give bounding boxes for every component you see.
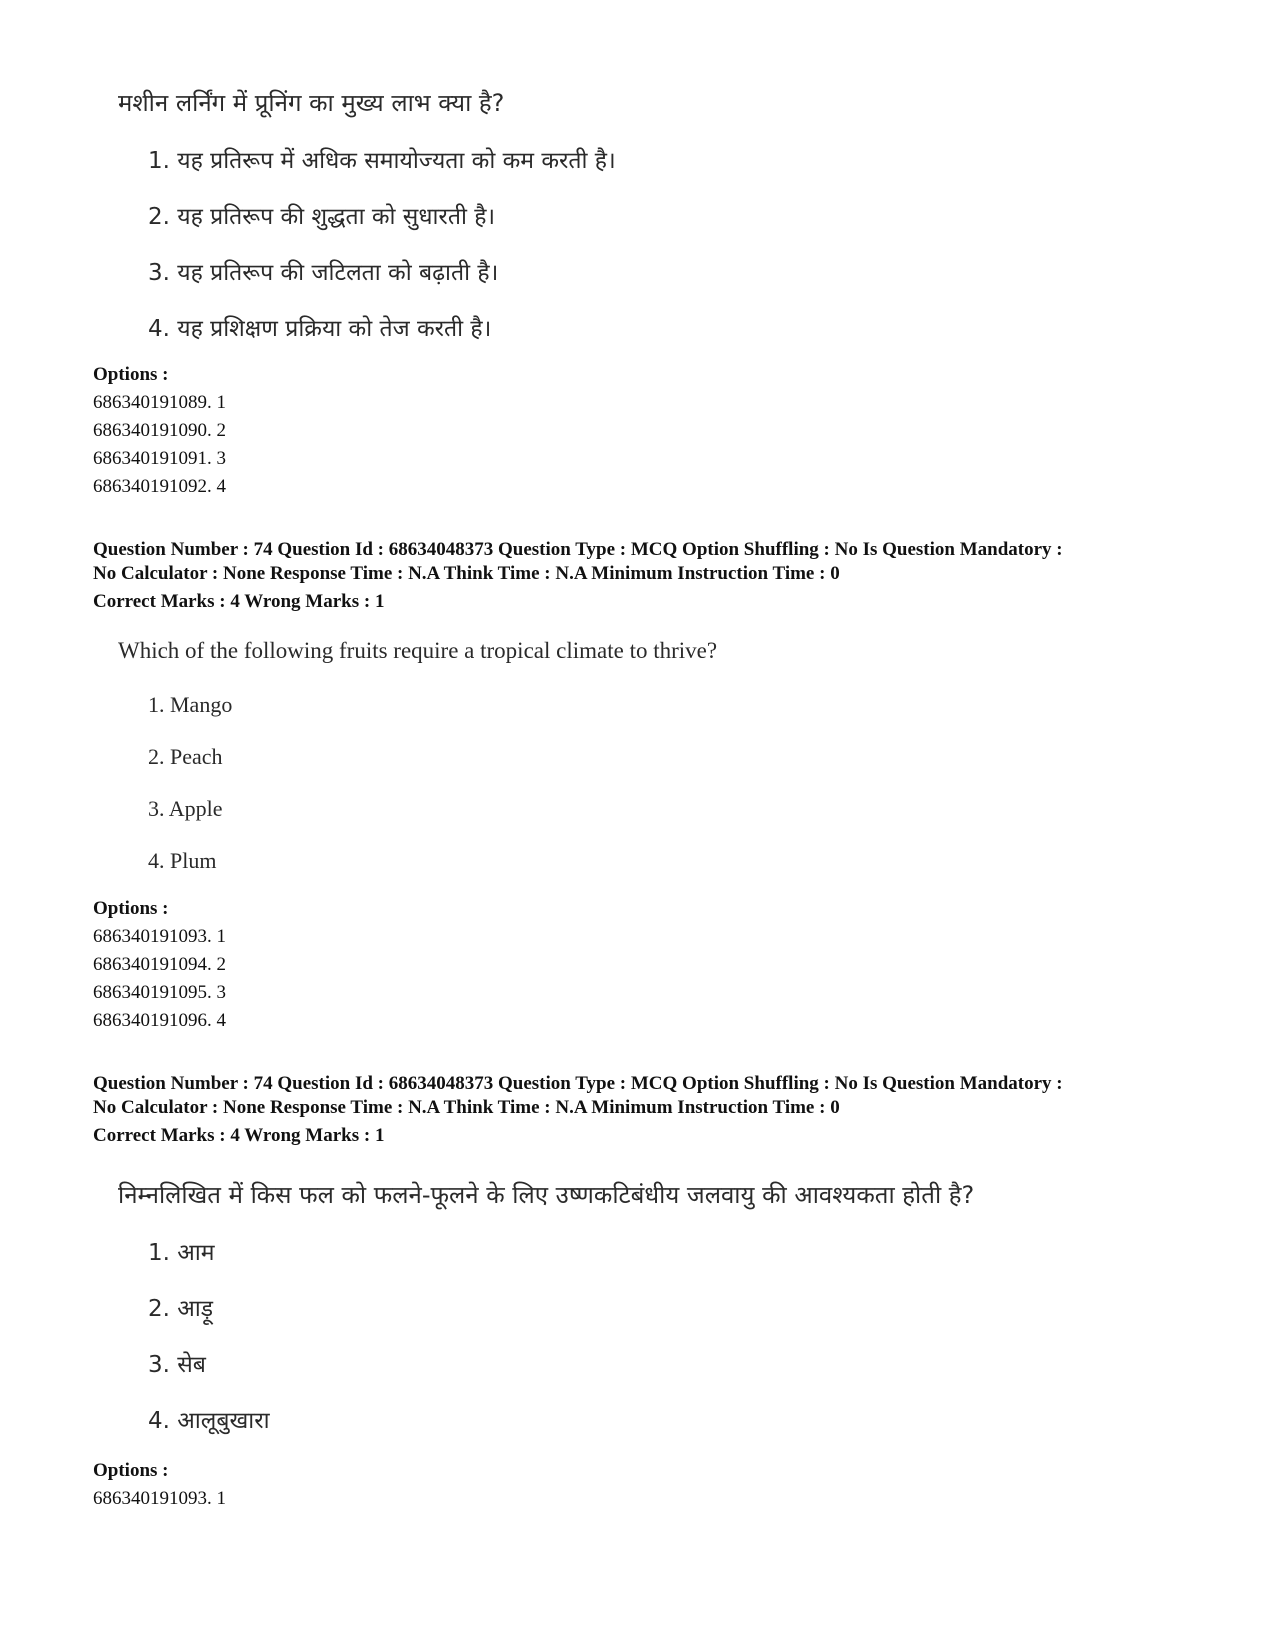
options-label: Options : — [93, 1460, 169, 1481]
question-text-hindi-fruit: निम्नलिखित में किस फल को फलने-फूलने के लिए उष्णकटिबंधीय जलवायु की आवश्यकता होती है? — [118, 1181, 975, 1209]
question-meta-line-2: No Calculator : None Response Time : N.A Think Time : N.A Minimum Instruction Time : 0 — [93, 563, 840, 584]
options-label: Options : — [93, 364, 169, 385]
question-meta-line-1: Question Number : 74 Question Id : 68634048373 Question Type : MCQ Option Shuffling : No Is Question Mandatory : — [93, 1073, 1063, 1094]
option-id: 686340191090. 2 — [93, 420, 226, 441]
option-id: 686340191096. 4 — [93, 1010, 226, 1031]
choice-2: 2. आड़ू — [148, 1296, 214, 1322]
question-meta-line-2: No Calculator : None Response Time : N.A Think Time : N.A Minimum Instruction Time : 0 — [93, 1097, 840, 1118]
choice-2: 2. यह प्रतिरूप की शुद्धता को सुधारती है। — [148, 204, 496, 230]
choice-2: 2. Peach — [148, 744, 223, 769]
question-text-english: Which of the following fruits require a tropical climate to thrive? — [118, 638, 718, 663]
options-label: Options : — [93, 898, 169, 919]
option-id: 686340191089. 1 — [93, 392, 226, 413]
choice-3: 3. सेब — [148, 1352, 206, 1378]
choice-4: 4. Plum — [148, 848, 217, 873]
choice-1: 1. यह प्रतिरूप में अधिक समायोज्यता को कम करती है। — [148, 148, 616, 174]
option-id: 686340191092. 4 — [93, 476, 226, 497]
choice-4: 4. यह प्रशिक्षण प्रक्रिया को तेज करती है। — [148, 316, 492, 342]
choice-3: 3. यह प्रतिरूप की जटिलता को बढ़ाती है। — [148, 260, 499, 286]
option-id: 686340191093. 1 — [93, 926, 226, 947]
option-id: 686340191093. 1 — [93, 1488, 226, 1509]
choice-1: 1. Mango — [148, 692, 233, 717]
option-id: 686340191095. 3 — [93, 982, 226, 1003]
choice-3: 3. Apple — [148, 796, 223, 821]
choice-1: 1. आम — [148, 1240, 215, 1266]
choice-4: 4. आलूबुखारा — [148, 1408, 270, 1434]
option-id: 686340191094. 2 — [93, 954, 226, 975]
question-marks: Correct Marks : 4 Wrong Marks : 1 — [93, 591, 385, 612]
question-meta-line-1: Question Number : 74 Question Id : 68634048373 Question Type : MCQ Option Shuffling : No Is Question Mandatory : — [93, 539, 1063, 560]
question-marks: Correct Marks : 4 Wrong Marks : 1 — [93, 1125, 385, 1146]
question-text-hindi-pruning: मशीन लर्निंग में प्रूनिंग का मुख्य लाभ क्या है? — [118, 89, 505, 117]
option-id: 686340191091. 3 — [93, 448, 226, 469]
